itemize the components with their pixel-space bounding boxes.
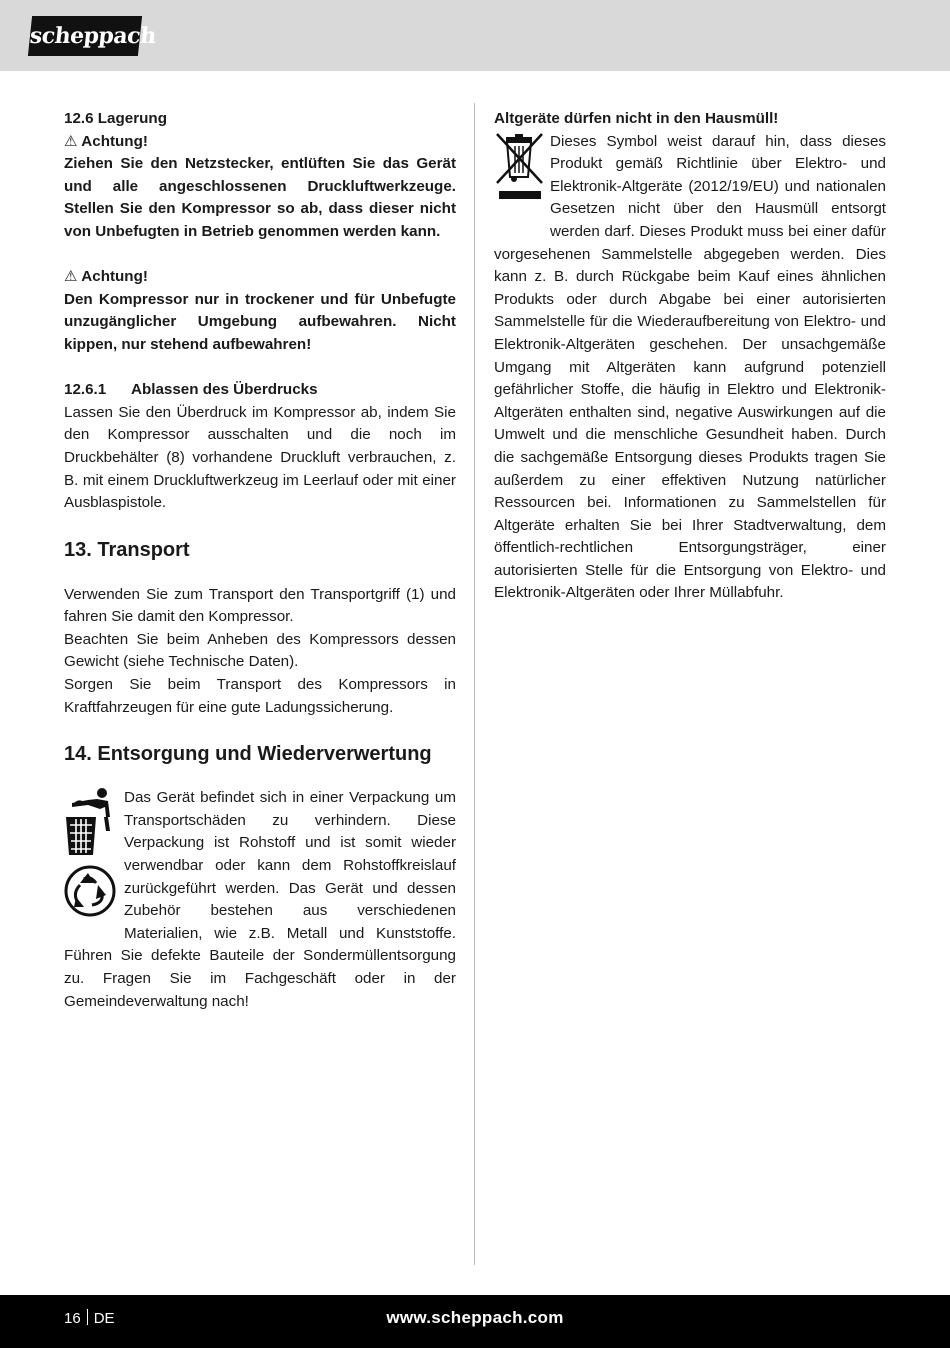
header-bar: [0, 0, 950, 71]
weee-title: Altgeräte dürfen nicht in den Hausmüll!: [494, 110, 779, 127]
crossed-out-wheelie-bin-icon: [494, 131, 546, 205]
transport-paragraph: Verwenden Sie zum Transport den Transportgriff (1) und fahren Sie damit den Kompressor.: [64, 585, 456, 626]
footer-bar: [0, 1295, 950, 1348]
warning-text: Den Kompressor nur in trockener und für Unbefugte unzugänglicher Umgebung aufbewahren. Nicht kippen, nur stehend aufbewahren!: [64, 290, 456, 353]
warning-triangle-icon: ⚠: [64, 132, 78, 150]
right-column: [494, 108, 886, 605]
recycling-icon: [64, 865, 120, 917]
column-divider: [474, 103, 475, 1265]
transport-paragraph: Sorgen Sie beim Transport des Kompressors in Kraftfahrzeugen für eine gute Ladungssicherung.: [64, 676, 456, 716]
page-number: 16 DE: [64, 1310, 115, 1327]
warning-label: ⚠ Achtung!: [64, 132, 148, 150]
warning-label: ⚠ Achtung!: [64, 268, 148, 286]
weee-symbol: [494, 131, 550, 223]
warning-text: Ziehen Sie den Netzstecker, entlüften Sie das Gerät und alle angeschlossenen Druckluftwerkzeuge. Stellen Sie den Kompressor so ab, dass dieser nicht von Unbefugten in Betrieb genommen werden kann.: [64, 155, 456, 240]
scheppach-logo: scheppach: [28, 16, 142, 56]
disposal-icons: [64, 787, 124, 924]
weee-text: Dieses Symbol weist darauf hin, dass dieses Produkt gemäß Richtlinie über Elektro- und Elektronik-Altgeräte (2012/19/EU) und nationalen Gesetzen nicht über den Hausmüll entsorgt werden darf. Dieses Produkt muss bei einer dafür vorgesehenen Sammelstelle abgegeben werden. Dies kann z. B. durch Rückgabe beim Kauf eines ähnlichen Produkts oder durch Abgabe bei einer autorisierten Sammelstelle für die Wiederaufbereitung von Elektro- und Elektronik-Altgeräten geschehen. Der unsachgemäße Umgang mit Altgeräten kann aufgrund potenziell gefährlicher Stoffe, die häufig in Elektro und Elektronik-Altgeräten enthalten sind, negative Auswirkungen auf die Umwelt und die menschliche Gesundheit haben. Durch die sachgemäße Entsorgung dieses Produkts tragen Sie außerdem zu einer effektiven Nutzung natürlicher Ressourcen bei. Informationen zu Sammelstellen für Altgeräte erhalten Sie bei Ihrer Stadtverwaltung, dem öffentlich-rechtlichen Entsorgungsträger, einer autorisierten Stelle für die Entsorgung von Elektro- und Elektronik-Altgeräten oder Ihrer Müllabfuhr.: [494, 132, 886, 602]
disposal-text: Das Gerät befindet sich in einer Verpackung um Transportschäden zu verhindern. Diese Verpackung ist Rohstoff und ist somit wieder verwendbar oder kann dem Rohstoffkreislauf zurückgeführt werden. Das Gerät und dessen Zubehör bestehen aus verschiedenen Materialien, wie z.B. Metall und Kunststoffe. Führen Sie defekte Bauteile der Sondermüllentsorgung zu. Fragen Sie im Fachgeschäft oder in der Gemeindeverwaltung nach!: [64, 789, 456, 1010]
section-12-6-1-title: 12.6.1 Ablassen des Überdrucks: [64, 381, 318, 399]
section-12-6-1-text: Lassen Sie den Überdruck im Kompressor ab, indem Sie den Kompressor ausschalten und die noch im Druckbehälter (8) vorhandene Druckluft verbrauchen, z. B. mit einem Druckluftwerkzeug im Leerlauf oder mit einer Ausblaspistole.: [64, 403, 456, 512]
trash-bin-person-icon: [64, 787, 120, 857]
warning-triangle-icon: ⚠: [64, 268, 78, 286]
section-12-6-title: 12.6 Lagerung: [64, 110, 167, 127]
transport-paragraph: Beachten Sie beim Anheben des Kompressors dessen Gewicht (siehe Technische Daten).: [64, 630, 456, 671]
section-14-heading: 14. Entsorgung und Wiederverwertung: [64, 743, 432, 766]
website-url[interactable]: www.scheppach.com: [386, 1308, 564, 1327]
section-13-heading: 13. Transport: [64, 538, 190, 561]
left-column: [64, 108, 456, 1013]
